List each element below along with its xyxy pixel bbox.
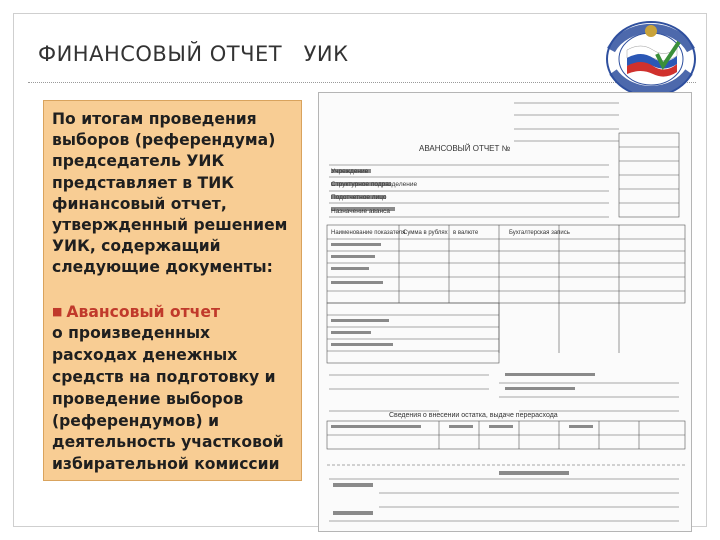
bullet-line: (референдумов) и [52,411,219,430]
advance-report-form-scan [318,92,692,532]
bullet-line: средств на подготовку и [52,368,276,387]
intro-line: финансовый отчет, [52,194,227,213]
description-box [43,100,302,481]
form-header-title: АВАНСОВЫЙ ОТЧЕТ № [419,144,511,153]
table-header-cell: в валюте [453,230,479,236]
bullet-line: Авансовый отчет [66,302,220,321]
bullet-item [52,301,295,476]
intro-text [52,109,295,279]
intro-line: следующие документы: [52,258,273,277]
intro-line: утвержденный решением [52,216,288,235]
form-section-title: Сведения о внесении остатка, выдаче перерасхода [389,412,558,419]
form-row-label: Подотчетное лицо [331,194,387,201]
intro-line: УИК, содержащий [52,237,221,256]
form-drawing [319,93,692,532]
title-divider [28,82,696,83]
bullet-line: о произведенных [52,324,211,343]
intro-line: председатель УИК [52,152,225,171]
form-row-label: Структурное подразделение [331,181,418,188]
table-header-cell: Наименование показателя [331,230,406,236]
form-row-label: Назначение аванса [331,208,390,215]
table-header-cell: Бухгалтерская запись [509,230,570,236]
election-commission-emblem-icon [605,20,697,98]
table-header-cell: Сумма в рублях [403,230,448,236]
bullet-square-icon: ■ [52,304,63,318]
intro-line: По итогам проведения [52,110,257,128]
intro-line: представляет в ТИК [52,173,234,192]
bullet-line: расходах денежных [52,346,238,365]
bullet-line: избирательной комиссии [52,455,280,474]
intro-line: выборов (референдума) [52,131,276,150]
bullet-line: проведение выборов [52,389,244,408]
bullet-line: деятельность участковой [52,433,284,452]
form-row-label: Учреждение [331,168,369,175]
slide-title: ФИНАНСОВЫЙ ОТЧЕТ УИК [38,42,349,66]
